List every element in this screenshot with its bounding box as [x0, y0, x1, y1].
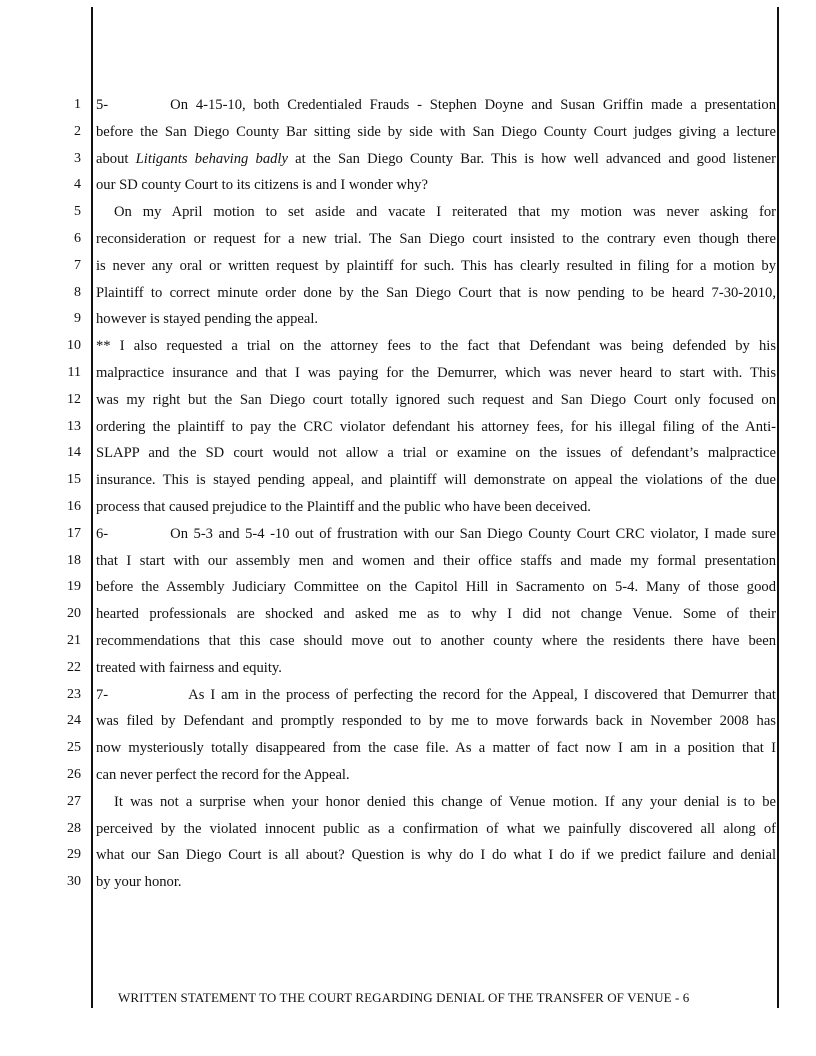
text-line: SLAPP and the SD court would not allow a trial or examine on the issues of defendant’s malpractice — [96, 445, 776, 462]
line-number: 1 — [74, 97, 81, 112]
line-number: 9 — [74, 311, 81, 327]
line-number: 11 — [67, 364, 81, 380]
line-number: 30 — [67, 874, 81, 890]
paragraph-number: 6- — [96, 525, 109, 542]
text-line: It was not a surprise when your honor denied this change of Venue motion. If any your denial is to be — [114, 793, 776, 810]
document-body — [96, 92, 776, 896]
text-line: by your honor. — [96, 874, 182, 891]
line-number: 27 — [67, 793, 81, 809]
text-line: ** I also requested a trial on the attorney fees to the fact that Defendant was being defended by his — [96, 338, 776, 355]
line-number: 7 — [74, 257, 81, 273]
line-number: 3 — [74, 150, 81, 166]
line-number: 17 — [67, 525, 81, 541]
line-number: 18 — [67, 552, 81, 568]
text-line: can never perfect the record for the Appeal. — [96, 766, 350, 783]
text-line: was my right but the San Diego court totally ignored such request and San Diego Court only focused on — [96, 391, 776, 408]
text-line: what our San Diego Court is all about? Question is why do I do what I do if we predict failure and denial — [96, 847, 776, 864]
line-number: 15 — [67, 472, 81, 488]
text-line: malpractice insurance and that I was paying for the Demurrer, which was never heard to start with. This — [96, 364, 776, 381]
text-line: our SD county Court to its citizens is and I wonder why? — [96, 177, 428, 194]
text-line: recommendations that this case should move out to another county where the residents there have been — [96, 632, 776, 649]
paragraph-number: 7- — [96, 686, 109, 703]
text-line: that I start with our assembly men and women and their office staffs and made my formal presentation — [96, 552, 776, 569]
line-number: 16 — [67, 498, 81, 514]
text-line: 7- As I am in the process of perfecting the record for the Appeal, I discovered that Demurrer that — [96, 686, 776, 703]
line-number: 5 — [74, 204, 81, 220]
text-line: On my April motion to set aside and vacate I reiterated that my motion was never asking for — [114, 204, 776, 221]
line-number: 25 — [67, 740, 81, 756]
line-number: 8 — [74, 284, 81, 300]
line-number: 19 — [67, 579, 81, 595]
italic-phrase: Litigants behaving badly — [135, 150, 288, 167]
line-number: 6 — [74, 230, 81, 246]
text-line: was filed by Defendant and promptly responded to by me to move forwards back in November 2008 has — [96, 713, 776, 730]
text-line: before the Assembly Judiciary Committee on the Capitol Hill in Sacramento on 5-4. Many of those good — [96, 579, 776, 596]
text-line: Plaintiff to correct minute order done by the San Diego Court that is now pending to be heard 7-30-2010, — [96, 284, 776, 301]
text-line: process that caused prejudice to the Plaintiff and the public who have been deceived. — [96, 498, 591, 515]
line-number: 21 — [67, 632, 81, 648]
text-line: about Litigants behaving badly at the San Diego County Bar. This is how well advanced and good listener — [96, 150, 776, 167]
line-number: 13 — [67, 418, 81, 434]
line-number: 24 — [67, 713, 81, 729]
left-margin-rule — [91, 7, 93, 1008]
line-number: 4 — [74, 177, 81, 193]
page-footer: WRITTEN STATEMENT TO THE COURT REGARDING DENIAL OF THE TRANSFER OF VENUE - 6 — [118, 990, 690, 1005]
text-line: hearted professionals are shocked and asked me as to why I did not change Venue. Some of their — [96, 606, 776, 623]
text-line: perceived by the violated innocent public as a confirmation of what we painfully discovered all along of — [96, 820, 776, 837]
text-line: however is stayed pending the appeal. — [96, 311, 319, 328]
line-number: 29 — [67, 847, 81, 863]
line-number: 14 — [67, 445, 81, 461]
line-number: 23 — [67, 686, 81, 702]
text-line: before the San Diego County Bar sitting side by side with San Diego County Court judges giving a lecture — [96, 123, 776, 140]
line-number: 28 — [67, 820, 81, 836]
right-margin-rule — [777, 7, 779, 1008]
text-line: reconsideration or request for a new trial. The San Diego court insisted to the contrary even though there — [96, 230, 776, 247]
text-line: ordering the plaintiff to pay the CRC violator defendant his attorney fees, for his illegal filing of the Anti- — [96, 418, 776, 435]
paragraph-number: 5- — [96, 97, 109, 113]
text-line: 6- On 5-3 and 5-4 -10 out of frustration with our San Diego County Court CRC violator, I made sure — [96, 525, 776, 542]
line-number: 2 — [74, 123, 81, 139]
line-number: 12 — [67, 391, 81, 407]
line-number: 10 — [67, 338, 81, 354]
text-line: insurance. This is stayed pending appeal, and plaintiff will demonstrate on appeal the violations of the due — [96, 472, 776, 489]
text-line: now mysteriously totally disappeared from the case file. As a matter of fact now I am in a position that I — [96, 740, 776, 757]
line-number: 26 — [67, 766, 81, 782]
text-line: is never any oral or written request by plaintiff for such. This has clearly resulted in filing for a motion by — [96, 257, 776, 274]
line-number-column — [55, 92, 81, 896]
line-number: 22 — [67, 659, 81, 675]
text-line: 5- On 4-15-10, both Credentialed Frauds - Stephen Doyne and Susan Griffin made a presentation — [96, 97, 776, 113]
line-number: 20 — [67, 606, 81, 622]
text-line: treated with fairness and equity. — [96, 659, 282, 676]
